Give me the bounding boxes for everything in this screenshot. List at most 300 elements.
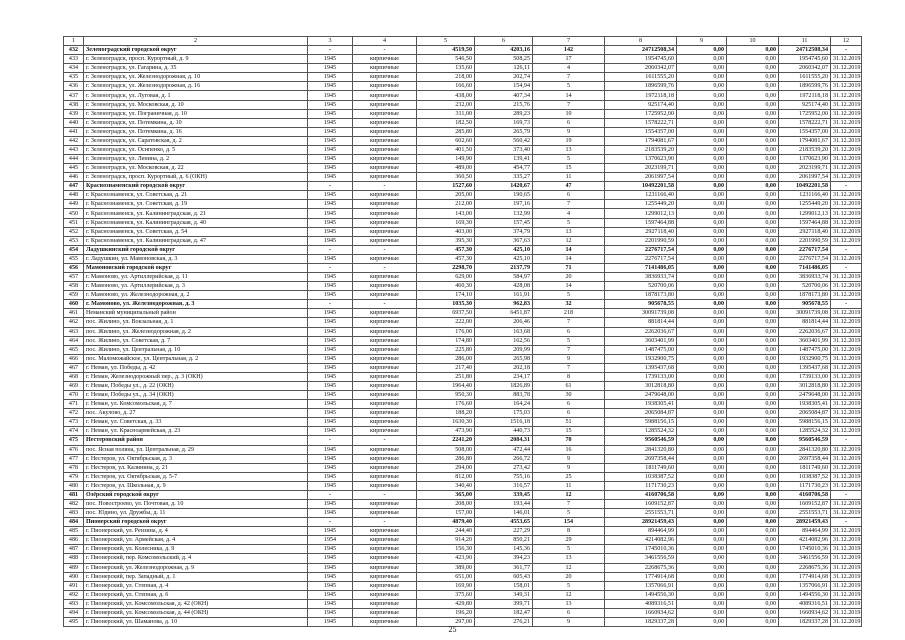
residents-count-cell: 9: [533, 463, 605, 472]
municipal-fund-cell: 0,00: [727, 481, 779, 490]
wall-material-cell: кирпичные: [353, 155, 417, 164]
cost-cell: 1896599,76: [605, 82, 677, 91]
deadline-cell: 31.12.2019: [831, 445, 862, 454]
wall-material-cell: -: [353, 182, 417, 191]
total-area-cell: 629,00: [417, 273, 475, 282]
municipal-fund-cell: 0,00: [727, 454, 779, 463]
table-row: [64, 599, 862, 608]
cost-cell: 1932900,75: [605, 354, 677, 363]
regional-fund-cell: 0,00: [677, 418, 727, 427]
municipal-fund-cell: 0,00: [727, 300, 779, 309]
municipal-fund-cell: 0,00: [727, 445, 779, 454]
deadline-cell: 31.12.2019: [831, 536, 862, 545]
living-area-cell: 132,99: [475, 209, 533, 218]
row-number-cell: 488: [64, 554, 84, 563]
district-total-row: [64, 518, 862, 527]
total-area-cell: 473,90: [417, 427, 475, 436]
regional-fund-cell: 0,00: [677, 527, 727, 536]
deadline-cell: 31.12.2019: [831, 590, 862, 599]
table-row: [64, 55, 862, 64]
wall-material-cell: кирпичные: [353, 572, 417, 581]
total-area-cell: 6937,50: [417, 309, 475, 318]
cost-cell: 1660934,62: [605, 608, 677, 617]
table-row: [64, 572, 862, 581]
cost-cell: 881814,44: [605, 318, 677, 327]
total-area-cell: 294,00: [417, 463, 475, 472]
cost-cell: 30091739,08: [605, 309, 677, 318]
regional-fund-cell: 0,00: [677, 354, 727, 363]
year-cell: 1945: [308, 363, 353, 372]
year-cell: 1954: [308, 536, 353, 545]
cost-cell: 1370623,90: [605, 155, 677, 164]
cost-cell: 1829337,28: [605, 618, 677, 627]
address-cell: г. Нестеров, ул. Калинина, д. 21: [84, 463, 308, 472]
wall-material-cell: кирпичные: [353, 164, 417, 173]
total-area-cell: 149,90: [417, 155, 475, 164]
deadline-cell: 31.12.2019: [831, 191, 862, 200]
municipal-fund-cell: 0,00: [727, 263, 779, 272]
register-table-container: [63, 36, 861, 627]
total-cost-cell: 1739133,00: [779, 372, 831, 381]
wall-material-cell: -: [353, 263, 417, 272]
row-number-cell: 436: [64, 82, 84, 91]
cost-cell: 2697358,44: [605, 454, 677, 463]
table-row: [64, 363, 862, 372]
municipal-fund-cell: 0,00: [727, 218, 779, 227]
deadline-cell: 31.12.2019: [831, 118, 862, 127]
address-cell: г. Неман, ул. Победы, д. 42: [84, 363, 308, 372]
wall-material-cell: кирпичные: [353, 463, 417, 472]
cost-cell: 1972118,18: [605, 91, 677, 100]
residents-count-cell: 5: [533, 336, 605, 345]
deadline-cell: 31.12.2019: [831, 254, 862, 263]
wall-material-cell: кирпичные: [353, 218, 417, 227]
cost-cell: 1938305,41: [605, 400, 677, 409]
total-cost-cell: 1611555,20: [779, 73, 831, 82]
regional-fund-cell: 0,00: [677, 490, 727, 499]
year-cell: 1945: [308, 345, 353, 354]
column-header-cell: 11: [779, 37, 831, 46]
year-cell: 1945: [308, 64, 353, 73]
table-row: [64, 345, 862, 354]
living-area-cell: 234,17: [475, 372, 533, 381]
residents-count-cell: 9: [533, 454, 605, 463]
total-area-cell: 546,50: [417, 55, 475, 64]
address-cell: г. Зеленоградск, ул. Ленина, д. 2: [84, 155, 308, 164]
cost-cell: 1255449,20: [605, 200, 677, 209]
table-row: [64, 527, 862, 536]
deadline-cell: 31.12.2019: [831, 563, 862, 572]
total-cost-cell: 2023199,71: [779, 164, 831, 173]
row-number-cell: 437: [64, 91, 84, 100]
municipal-fund-cell: 0,00: [727, 109, 779, 118]
row-number-cell: 433: [64, 55, 84, 64]
residents-count-cell: 71: [533, 263, 605, 272]
municipal-fund-cell: 0,00: [727, 73, 779, 82]
year-cell: 1945: [308, 191, 353, 200]
address-cell: Ладушкинский городской округ: [84, 245, 308, 254]
table-row: [64, 509, 862, 518]
row-number-cell: 455: [64, 254, 84, 263]
residents-count-cell: 154: [533, 518, 605, 527]
total-area-cell: 176,00: [417, 327, 475, 336]
row-number-cell: 446: [64, 173, 84, 182]
table-body: [64, 37, 862, 627]
year-cell: 1945: [308, 581, 353, 590]
row-number-cell: 451: [64, 218, 84, 227]
cost-cell: 1878173,80: [605, 291, 677, 300]
address-cell: г. Пионерский, ул. Железнодорожная, д. 9: [84, 563, 308, 572]
wall-material-cell: кирпичные: [353, 391, 417, 400]
year-cell: 1945: [308, 400, 353, 409]
table-row: [64, 563, 862, 572]
row-number-cell: 448: [64, 191, 84, 200]
total-cost-cell: 1285524,32: [779, 427, 831, 436]
wall-material-cell: кирпичные: [353, 418, 417, 427]
year-cell: 1945: [308, 136, 353, 145]
regional-fund-cell: 0,00: [677, 173, 727, 182]
total-area-cell: 602,60: [417, 136, 475, 145]
municipal-fund-cell: 0,00: [727, 100, 779, 109]
wall-material-cell: кирпичные: [353, 354, 417, 363]
cost-cell: 1554357,00: [605, 127, 677, 136]
wall-material-cell: кирпичные: [353, 100, 417, 109]
table-row: [64, 145, 862, 154]
municipal-fund-cell: 0,00: [727, 618, 779, 627]
row-number-cell: 491: [64, 581, 84, 590]
table-row: [64, 590, 862, 599]
total-area-cell: 438,00: [417, 91, 475, 100]
deadline-cell: 31.12.2019: [831, 336, 862, 345]
deadline-cell: 31.12.2019: [831, 527, 862, 536]
living-area-cell: 394,23: [475, 554, 533, 563]
cost-cell: 2479648,00: [605, 391, 677, 400]
address-cell: г. Мамоново, ул. Артиллерийская, д. 11: [84, 273, 308, 282]
total-cost-cell: 2201990,59: [779, 236, 831, 245]
total-cost-cell: 5988156,15: [779, 418, 831, 427]
living-area-cell: 6451,87: [475, 309, 533, 318]
total-area-cell: 188,20: [417, 409, 475, 418]
living-area-cell: 289,23: [475, 109, 533, 118]
total-cost-cell: 4089316,51: [779, 599, 831, 608]
deadline-cell: 31.12.2019: [831, 200, 862, 209]
address-cell: пос. Ясная поляна, ул. Центральная, д. 29: [84, 445, 308, 454]
year-cell: 1945: [308, 254, 353, 263]
row-number-cell: 443: [64, 145, 84, 154]
cost-cell: 1774914,68: [605, 572, 677, 581]
address-cell: г. Пионерский, ул. Комсомольская, д. 44 (ОКН): [84, 608, 308, 617]
row-number-cell: 474: [64, 427, 84, 436]
municipal-fund-cell: 0,00: [727, 254, 779, 263]
residents-count-cell: 11: [533, 481, 605, 490]
living-area-cell: 209,99: [475, 345, 533, 354]
row-number-cell: 490: [64, 572, 84, 581]
living-area-cell: 145,36: [475, 545, 533, 554]
district-total-row: [64, 263, 862, 272]
total-cost-cell: 1255449,20: [779, 200, 831, 209]
residents-count-cell: 25: [533, 472, 605, 481]
table-row: [64, 581, 862, 590]
municipal-fund-cell: 0,00: [727, 499, 779, 508]
wall-material-cell: -: [353, 518, 417, 527]
living-area-cell: 339,45: [475, 490, 533, 499]
total-cost-cell: 2276717,54: [779, 254, 831, 263]
year-cell: 1945: [308, 354, 353, 363]
total-cost-cell: 4160706,58: [779, 490, 831, 499]
table-row: [64, 100, 862, 109]
address-cell: г. Краснознаменск, ул. Советская, д. 19: [84, 200, 308, 209]
total-area-cell: 375,60: [417, 590, 475, 599]
deadline-cell: 31.12.2019: [831, 554, 862, 563]
wall-material-cell: -: [353, 300, 417, 309]
living-area-cell: 367,63: [475, 236, 533, 245]
year-cell: 1945: [308, 55, 353, 64]
address-cell: г. Краснознаменск, ул. Калининградская, д. 21: [84, 209, 308, 218]
residents-count-cell: 16: [533, 445, 605, 454]
address-cell: пос. Жилино, ул. Советская, д. 7: [84, 336, 308, 345]
address-cell: пос. Юдино, ул. Дружбы, д. 11: [84, 509, 308, 518]
regional-fund-cell: 0,00: [677, 554, 727, 563]
total-cost-cell: 2065084,87: [779, 409, 831, 418]
wall-material-cell: кирпичные: [353, 372, 417, 381]
living-area-cell: 175,03: [475, 409, 533, 418]
table-row: [64, 309, 862, 318]
wall-material-cell: кирпичные: [353, 499, 417, 508]
year-cell: 1945: [308, 164, 353, 173]
row-number-cell: 465: [64, 345, 84, 354]
deadline-cell: 31.12.2019: [831, 64, 862, 73]
address-cell: г. Краснознаменск, ул. Калининградская, д. 40: [84, 218, 308, 227]
year-cell: 1945: [308, 445, 353, 454]
municipal-fund-cell: 0,00: [727, 236, 779, 245]
year-cell: 1945: [308, 472, 353, 481]
year-cell: 1945: [308, 427, 353, 436]
deadline-cell: -: [831, 245, 862, 254]
cost-cell: 24712508,34: [605, 46, 677, 55]
total-cost-cell: 1794081,67: [779, 136, 831, 145]
residents-count-cell: 5: [533, 155, 605, 164]
municipal-fund-cell: 0,00: [727, 590, 779, 599]
column-header-cell: 10: [727, 37, 779, 46]
row-number-cell: 484: [64, 518, 84, 527]
year-cell: -: [308, 182, 353, 191]
total-area-cell: 174,10: [417, 291, 475, 300]
municipal-fund-cell: 0,00: [727, 91, 779, 100]
row-number-cell: 471: [64, 400, 84, 409]
total-cost-cell: 1725952,00: [779, 109, 831, 118]
living-area-cell: 883,78: [475, 391, 533, 400]
regional-fund-cell: 0,00: [677, 282, 727, 291]
municipal-fund-cell: 0,00: [727, 536, 779, 545]
address-cell: г. Пионерский, ул. Шаманова, д. 10: [84, 618, 308, 627]
row-number-cell: 487: [64, 545, 84, 554]
total-area-cell: 360,50: [417, 173, 475, 182]
municipal-fund-cell: 0,00: [727, 273, 779, 282]
living-area-cell: 190,65: [475, 191, 533, 200]
wall-material-cell: кирпичные: [353, 481, 417, 490]
wall-material-cell: кирпичные: [353, 554, 417, 563]
address-cell: г. Зеленоградск, ул. Московская, д. 22: [84, 164, 308, 173]
total-cost-cell: 1487475,00: [779, 345, 831, 354]
municipal-fund-cell: 0,00: [727, 173, 779, 182]
municipal-fund-cell: 0,00: [727, 372, 779, 381]
table-row: [64, 173, 862, 182]
residents-count-cell: 5: [533, 581, 605, 590]
column-header-cell: 3: [308, 37, 353, 46]
regional-fund-cell: 0,00: [677, 381, 727, 390]
cost-cell: 1038387,52: [605, 472, 677, 481]
row-number-cell: 480: [64, 481, 84, 490]
column-header-cell: 1: [64, 37, 84, 46]
total-cost-cell: 1745010,36: [779, 545, 831, 554]
regional-fund-cell: 0,00: [677, 327, 727, 336]
wall-material-cell: кирпичные: [353, 563, 417, 572]
living-area-cell: 276,21: [475, 618, 533, 627]
cost-cell: 2065084,87: [605, 409, 677, 418]
year-cell: 1945: [308, 599, 353, 608]
district-total-row: [64, 245, 862, 254]
residents-count-cell: 4: [533, 64, 605, 73]
total-cost-cell: 3012818,80: [779, 381, 831, 390]
living-area-cell: 146,01: [475, 509, 533, 518]
residents-count-cell: 7: [533, 73, 605, 82]
table-row: [64, 327, 862, 336]
deadline-cell: 31.12.2019: [831, 345, 862, 354]
living-area-cell: 440,73: [475, 427, 533, 436]
wall-material-cell: -: [353, 245, 417, 254]
regional-fund-cell: 0,00: [677, 509, 727, 518]
column-header-cell: 4: [353, 37, 417, 46]
living-area-cell: 1826,89: [475, 381, 533, 390]
total-cost-cell: 30091739,08: [779, 309, 831, 318]
table-row: [64, 209, 862, 218]
row-number-cell: 462: [64, 318, 84, 327]
total-cost-cell: 2841320,80: [779, 445, 831, 454]
deadline-cell: -: [831, 300, 862, 309]
row-number-cell: 459: [64, 291, 84, 300]
total-cost-cell: 1597464,88: [779, 218, 831, 227]
table-row: [64, 109, 862, 118]
residents-count-cell: 29: [533, 536, 605, 545]
row-number-cell: 483: [64, 509, 84, 518]
year-cell: 1945: [308, 155, 353, 164]
residents-count-cell: 12: [533, 563, 605, 572]
total-area-cell: 2241,20: [417, 436, 475, 445]
row-number-cell: 434: [64, 64, 84, 73]
living-area-cell: 335,27: [475, 173, 533, 182]
regional-fund-cell: 0,00: [677, 218, 727, 227]
total-cost-cell: 2183539,20: [779, 145, 831, 154]
total-area-cell: 174,80: [417, 336, 475, 345]
total-area-cell: 135,60: [417, 64, 475, 73]
living-area-cell: 202,74: [475, 73, 533, 82]
total-area-cell: 232,00: [417, 100, 475, 109]
wall-material-cell: кирпичные: [353, 363, 417, 372]
municipal-fund-cell: 0,00: [727, 46, 779, 55]
district-total-row: [64, 46, 862, 55]
year-cell: -: [308, 490, 353, 499]
total-area-cell: 457,30: [417, 254, 475, 263]
wall-material-cell: кирпичные: [353, 318, 417, 327]
deadline-cell: 31.12.2019: [831, 309, 862, 318]
regional-fund-cell: 0,00: [677, 55, 727, 64]
cost-cell: 2841320,80: [605, 445, 677, 454]
wall-material-cell: кирпичные: [353, 136, 417, 145]
address-cell: г. Неман, Победы ул., д. 34 (ОКН): [84, 391, 308, 400]
total-area-cell: 1964,40: [417, 381, 475, 390]
year-cell: -: [308, 436, 353, 445]
row-number-cell: 449: [64, 200, 84, 209]
residents-count-cell: 7: [533, 100, 605, 109]
living-area-cell: 227,29: [475, 527, 533, 536]
year-cell: 1945: [308, 73, 353, 82]
residents-count-cell: 7: [533, 363, 605, 372]
total-cost-cell: 4214082,96: [779, 536, 831, 545]
regional-fund-cell: 0,00: [677, 436, 727, 445]
address-cell: пос. Акулово, д. 27: [84, 409, 308, 418]
deadline-cell: 31.12.2019: [831, 427, 862, 436]
deadline-cell: 31.12.2019: [831, 400, 862, 409]
column-header-cell: 7: [533, 37, 605, 46]
regional-fund-cell: 0,00: [677, 481, 727, 490]
deadline-cell: 31.12.2019: [831, 73, 862, 82]
municipal-fund-cell: 0,00: [727, 509, 779, 518]
row-number-cell: 460: [64, 300, 84, 309]
address-cell: пос. Новостроево, ул. Почтовая, д. 10: [84, 499, 308, 508]
total-cost-cell: 1774914,68: [779, 572, 831, 581]
year-cell: 1945: [308, 391, 353, 400]
wall-material-cell: кирпичные: [353, 381, 417, 390]
cost-cell: 2927118,40: [605, 227, 677, 236]
year-cell: 1945: [308, 109, 353, 118]
residents-count-cell: 6: [533, 608, 605, 617]
municipal-fund-cell: 0,00: [727, 136, 779, 145]
living-area-cell: 273,42: [475, 463, 533, 472]
total-area-cell: 395,30: [417, 236, 475, 245]
column-header-cell: 9: [677, 37, 727, 46]
cost-cell: 3461556,59: [605, 554, 677, 563]
living-area-cell: 428,08: [475, 282, 533, 291]
municipal-fund-cell: 0,00: [727, 354, 779, 363]
row-number-cell: 432: [64, 46, 84, 55]
regional-fund-cell: 0,00: [677, 236, 727, 245]
wall-material-cell: кирпичные: [353, 536, 417, 545]
living-area-cell: 349,31: [475, 590, 533, 599]
address-cell: г. Зеленоградск, ул. Пограничная, д. 10: [84, 109, 308, 118]
regional-fund-cell: 0,00: [677, 309, 727, 318]
address-cell: г. Пионерский, ул. Рензина, д. 4: [84, 527, 308, 536]
living-area-cell: 1420,67: [475, 182, 533, 191]
deadline-cell: -: [831, 436, 862, 445]
table-row: [64, 463, 862, 472]
column-header-cell: 2: [84, 37, 308, 46]
residents-count-cell: 9: [533, 127, 605, 136]
address-cell: Зеленоградский городской округ: [84, 46, 308, 55]
living-area-cell: 126,11: [475, 64, 533, 73]
row-number-cell: 447: [64, 182, 84, 191]
total-cost-cell: 3461556,59: [779, 554, 831, 563]
year-cell: 1945: [308, 409, 353, 418]
residents-count-cell: 19: [533, 136, 605, 145]
total-area-cell: 311,00: [417, 109, 475, 118]
year-cell: 1945: [308, 309, 353, 318]
cost-cell: 1231166,40: [605, 191, 677, 200]
total-cost-cell: 1357066,91: [779, 581, 831, 590]
municipal-fund-cell: 0,00: [727, 227, 779, 236]
regional-fund-cell: 0,00: [677, 227, 727, 236]
residents-count-cell: 13: [533, 227, 605, 236]
total-area-cell: 176,60: [417, 400, 475, 409]
